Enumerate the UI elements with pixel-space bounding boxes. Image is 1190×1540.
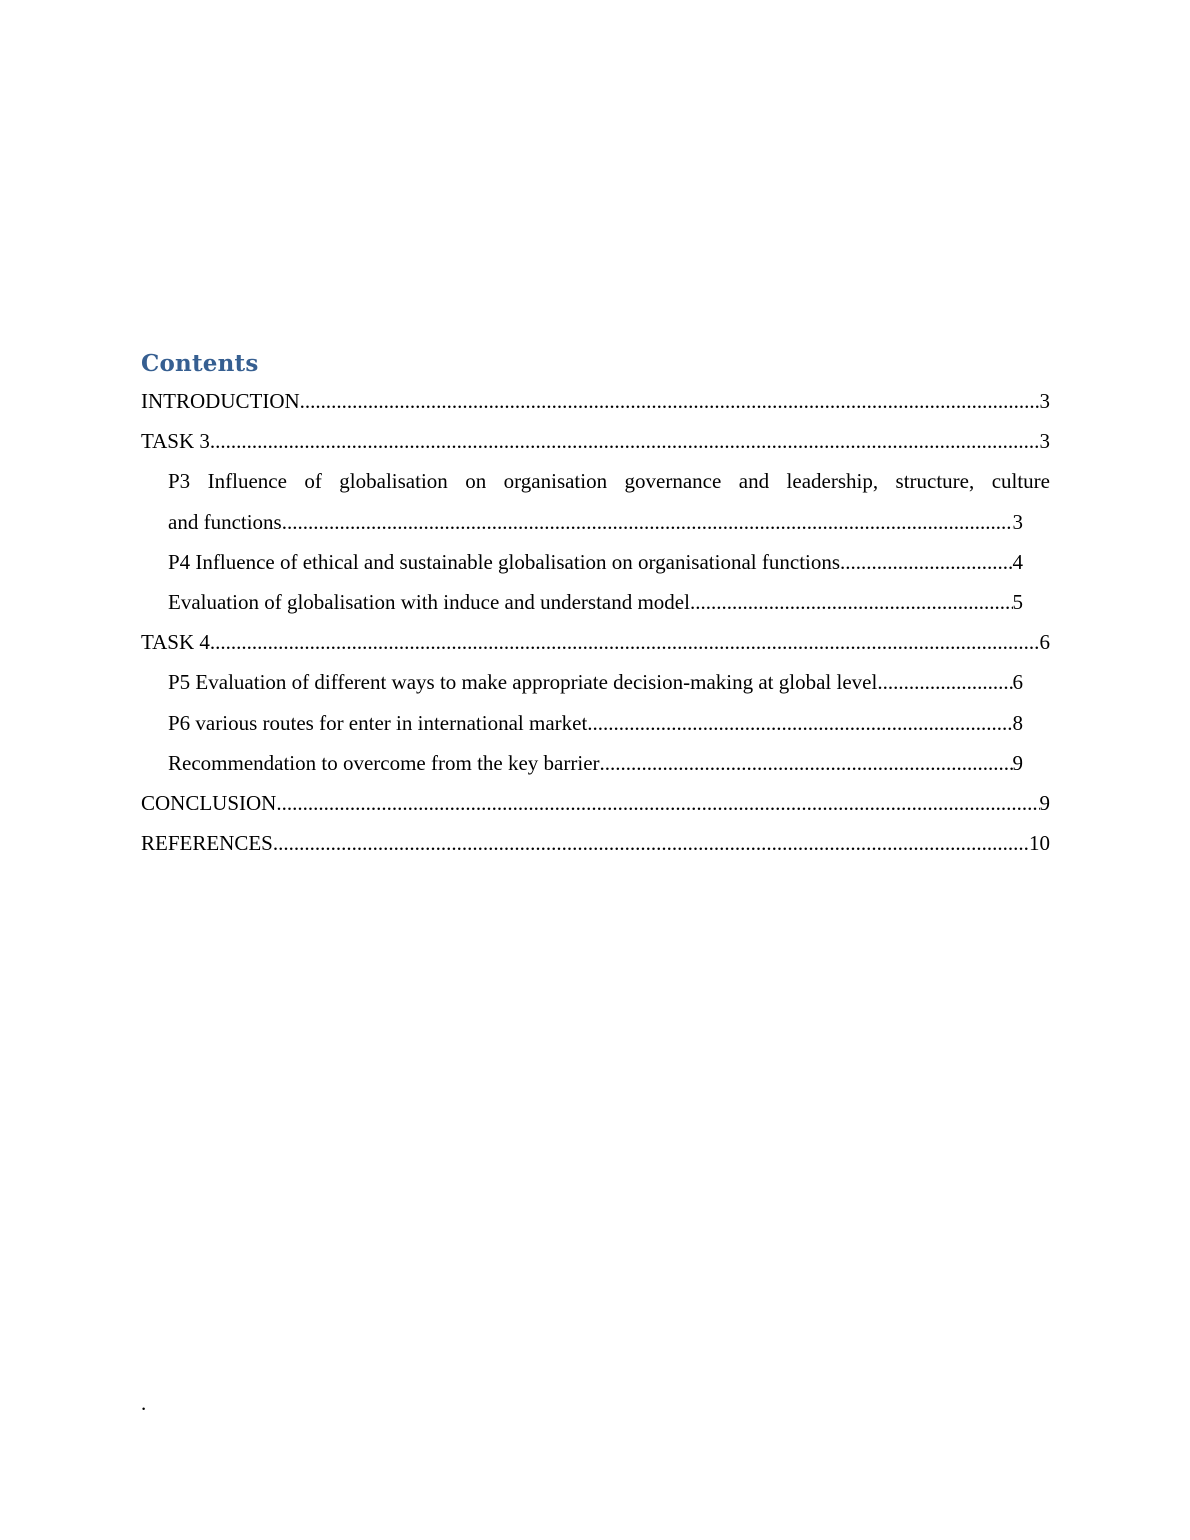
toc-entry-p4[interactable] [141, 542, 1050, 582]
toc-entry-page: 8 [1012, 710, 1023, 735]
toc-entry-page: 6 [1039, 630, 1050, 655]
toc-entry-references[interactable] [141, 823, 1050, 863]
toc-leader-dots [587, 703, 1012, 743]
toc-entry-title: TASK 4 [141, 630, 210, 655]
table-of-contents [141, 347, 1050, 863]
toc-entry-task-3[interactable] [141, 421, 1050, 461]
toc-entry-page: 3 [1039, 429, 1050, 454]
toc-leader-dots [300, 381, 1040, 421]
toc-entry-p5[interactable] [141, 662, 1050, 702]
toc-entry-conclusion[interactable] [141, 783, 1050, 823]
toc-entry-page: 9 [1012, 750, 1023, 775]
toc-leader-dots [282, 502, 1013, 542]
toc-heading: Contents [141, 350, 259, 377]
toc-leader-dots [276, 783, 1039, 823]
toc-entry-title: Recommendation to overcome from the key barrier [168, 750, 600, 775]
toc-entry-page: 10 [1029, 831, 1050, 856]
toc-entry-title: REFERENCES [141, 831, 273, 856]
toc-entry-title: Evaluation of globalisation with induce and understand model [168, 590, 690, 615]
toc-entry-p6[interactable] [141, 703, 1050, 743]
toc-entry-page: 6 [1012, 670, 1023, 695]
toc-entry-page: 5 [1012, 590, 1023, 615]
toc-leader-dots [877, 662, 1012, 702]
toc-entry-title: P6 various routes for enter in international market [168, 710, 588, 735]
toc-entry-title-line-2: and functions [168, 509, 282, 534]
toc-entry-recommendation[interactable] [141, 743, 1050, 783]
toc-leader-dots [273, 823, 1029, 863]
toc-entry-p3[interactable] [141, 461, 1050, 541]
footer-text: . [141, 1391, 147, 1415]
toc-leader-dots [210, 421, 1040, 461]
toc-entry-title: P4 Influence of ethical and sustainable globalisation on organisational functions [168, 549, 841, 574]
toc-leader-dots [600, 743, 1013, 783]
toc-entry-title: TASK 3 [141, 429, 210, 454]
toc-entry-title: P5 Evaluation of different ways to make appropriate decision-making at global level [168, 670, 878, 695]
toc-leader-dots [840, 542, 1012, 582]
toc-entry-introduction[interactable] [141, 381, 1050, 421]
toc-entry-page: 3 [1012, 509, 1023, 534]
toc-entry-task-4[interactable] [141, 622, 1050, 662]
toc-entry-title: INTRODUCTION [141, 389, 300, 413]
toc-entry-evaluation[interactable] [141, 582, 1050, 622]
toc-entry-page: 3 [1039, 389, 1050, 413]
toc-leader-dots [690, 582, 1013, 622]
toc-entry-title: CONCLUSION [141, 791, 277, 816]
toc-leader-dots [210, 622, 1040, 662]
toc-entry-page: 9 [1039, 791, 1050, 816]
toc-entry-page: 4 [1012, 549, 1023, 574]
toc-entry-title-line-1: P3 Influence of globalisation on organisation governance and leadership, structure, culture [168, 469, 1050, 494]
toc-entry-title-line-2-row [168, 502, 1023, 542]
